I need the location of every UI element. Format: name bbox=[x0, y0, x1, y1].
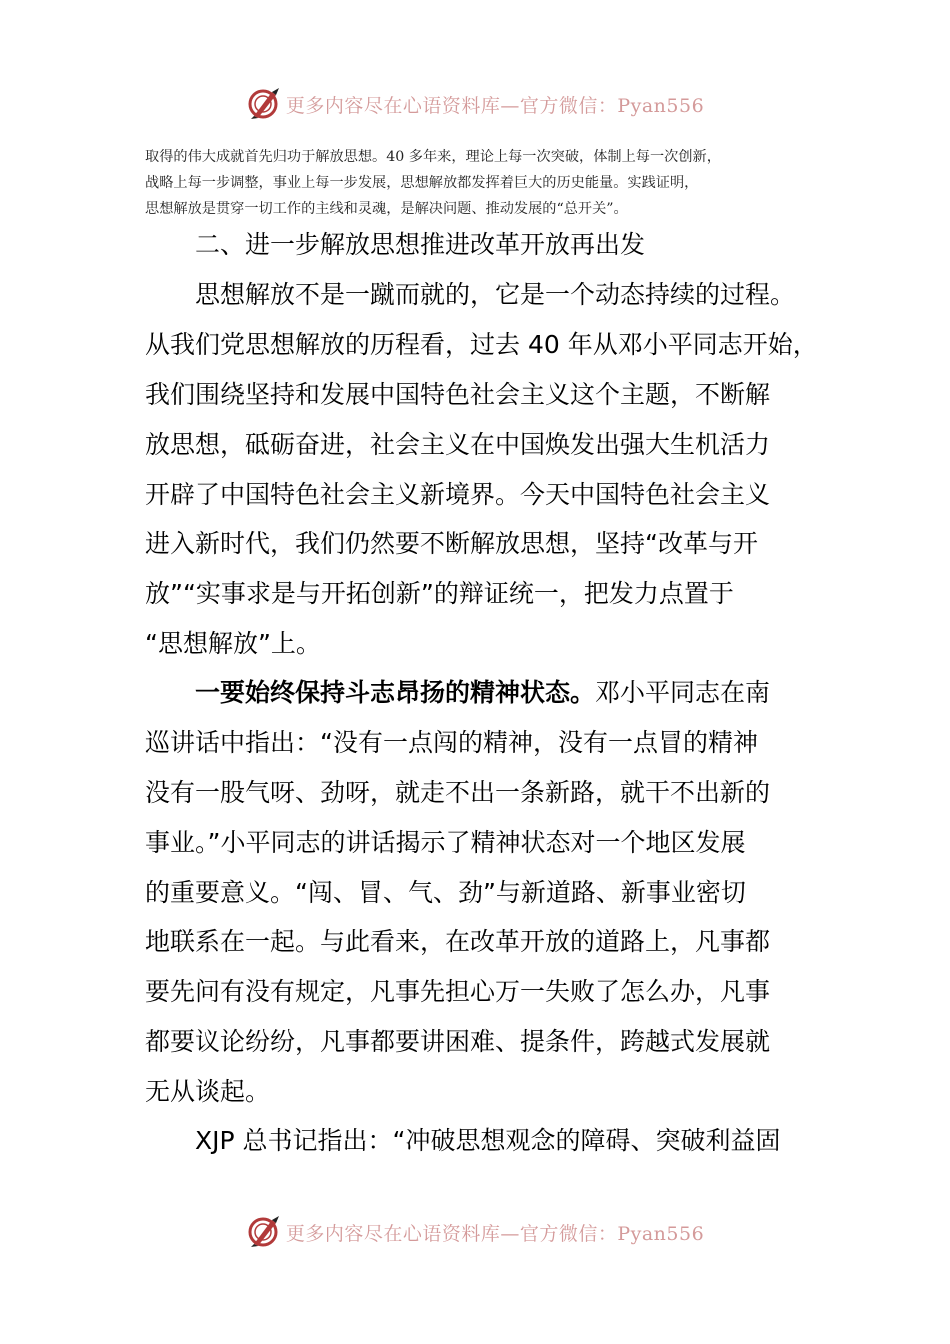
paragraph-1 bbox=[145, 270, 825, 669]
paragraph-line: 事业。”小平同志的讲话揭示了精神状态对一个地区发展 bbox=[145, 827, 746, 857]
watermark-text: 更多内容尽在心语资料库—官方微信：Pyan556 bbox=[285, 1222, 705, 1245]
paragraph-line: 地联系在一起。与此看来，在改革开放的道路上，凡事都 bbox=[145, 927, 771, 957]
intro-line: 思想解放是贯穿一切工作的主线和灵魂，是解决问题、推动发展的“总开关”。 bbox=[145, 201, 628, 217]
intro-line: 战略上每一步调整，事业上每一步发展，思想解放都发挥着巨大的历史能量。实践证明， bbox=[145, 175, 699, 191]
pen-nib-logo-icon bbox=[246, 1214, 282, 1250]
pen-nib-logo-icon bbox=[246, 86, 282, 122]
lead-rest: 邓小平同志在南 bbox=[595, 678, 771, 707]
paragraph-line: 巡讲话中指出：“没有一点闯的精神，没有一点冒的精神 bbox=[145, 727, 758, 757]
paragraph-line: XJP 总书记指出：“冲破思想观念的障碍、突破利益固 bbox=[195, 1126, 781, 1155]
paragraph-line: 的重要意义。“闯、冒、气、劲”与新道路、新事业密切 bbox=[145, 877, 746, 907]
section-heading: 二、进一步解放思想推进改革开放再出发 bbox=[195, 230, 646, 259]
paragraph-line: 放思想，砥砺奋进，社会主义在中国焕发出强大生机活力 bbox=[145, 429, 771, 459]
paragraph-line: 开辟了中国特色社会主义新境界。今天中国特色社会主义 bbox=[145, 479, 771, 509]
watermark-banner-bottom bbox=[0, 1212, 950, 1252]
paragraph-line: 进入新时代，我们仍然要不断解放思想，坚持“改革与开 bbox=[145, 529, 758, 559]
paragraph-line: “思想解放”上。 bbox=[145, 629, 321, 659]
paragraph-line: 要先问有没有规定，凡事先担心万一失败了怎么办，凡事 bbox=[145, 977, 771, 1007]
watermark-banner-top bbox=[0, 84, 950, 124]
paragraph-line: 思想解放不是一蹴而就的，它是一个动态持续的过程。 bbox=[195, 280, 796, 309]
intro-paragraph bbox=[145, 144, 821, 222]
paragraph-line: 我们围绕坚持和发展中国特色社会主义这个主题，不断解 bbox=[145, 379, 771, 409]
paragraph-line: 无从谈起。 bbox=[145, 1077, 271, 1107]
paragraph-line: 没有一股气呀、劲呀，就走不出一条新路，就干不出新的 bbox=[145, 777, 771, 807]
paragraph-line bbox=[145, 668, 825, 718]
watermark-text: 更多内容尽在心语资料库—官方微信：Pyan556 bbox=[285, 94, 705, 117]
bold-lead: 一要始终保持斗志昂扬的精神状态。 bbox=[195, 678, 596, 707]
paragraph-2 bbox=[145, 668, 825, 1117]
paragraph-line: 从我们党思想解放的历程看，过去 40 年从邓小平同志开始， bbox=[145, 329, 818, 359]
paragraph-line: 放”“实事求是与开拓创新”的辩证统一，把发力点置于 bbox=[145, 579, 734, 609]
paragraph-3 bbox=[145, 1116, 825, 1166]
intro-line: 取得的伟大成就首先归功于解放思想。40 多年来，理论上每一次突破，体制上每一次创新， bbox=[145, 149, 721, 165]
paragraph-line: 都要议论纷纷，凡事都要讲困难、提条件，跨越式发展就 bbox=[145, 1027, 771, 1057]
